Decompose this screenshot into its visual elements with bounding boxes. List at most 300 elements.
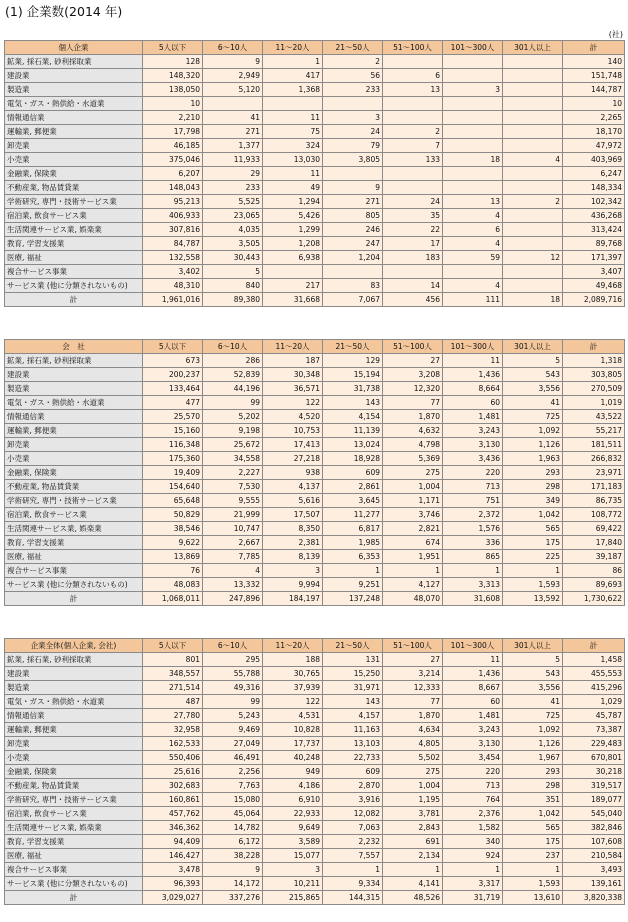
value-cell: 840 <box>203 279 263 293</box>
value-cell: 550,406 <box>143 751 203 765</box>
value-cell: 307,816 <box>143 223 203 237</box>
value-cell: 5,502 <box>383 751 443 765</box>
table-row <box>5 550 625 564</box>
value-cell: 1,870 <box>383 709 443 723</box>
value-cell <box>503 139 563 153</box>
value-cell: 340 <box>443 835 503 849</box>
value-cell: 86,735 <box>563 494 625 508</box>
value-cell: 15,194 <box>323 368 383 382</box>
table-row <box>5 265 625 279</box>
value-cell: 2,381 <box>263 536 323 550</box>
value-cell: 351 <box>503 793 563 807</box>
column-header: 11～20人 <box>263 639 323 653</box>
value-cell: 73,387 <box>563 723 625 737</box>
value-cell: 17,840 <box>563 536 625 550</box>
value-cell: 95,213 <box>143 195 203 209</box>
value-cell <box>323 167 383 181</box>
value-cell: 1,481 <box>443 410 503 424</box>
value-cell: 349 <box>503 494 563 508</box>
row-label: 金融業, 保険業 <box>5 765 143 779</box>
value-cell: 60 <box>443 695 503 709</box>
table-row <box>5 195 625 209</box>
value-cell: 75 <box>263 125 323 139</box>
value-cell: 15,160 <box>143 424 203 438</box>
value-cell: 131 <box>323 653 383 667</box>
value-cell: 271,514 <box>143 681 203 695</box>
row-label: 卸売業 <box>5 737 143 751</box>
value-cell: 1,294 <box>263 195 323 209</box>
value-cell: 108,772 <box>563 508 625 522</box>
value-cell: 233 <box>323 83 383 97</box>
value-cell: 4,141 <box>383 877 443 891</box>
total-cell: 247,896 <box>203 592 263 606</box>
value-cell: 4 <box>443 237 503 251</box>
value-cell: 1,870 <box>383 410 443 424</box>
column-header: 5人以下 <box>143 41 203 55</box>
value-cell: 1,593 <box>503 578 563 592</box>
value-cell: 1 <box>383 564 443 578</box>
value-cell: 6,938 <box>263 251 323 265</box>
value-cell: 237 <box>503 849 563 863</box>
total-cell: 337,276 <box>203 891 263 905</box>
value-cell: 37,939 <box>263 681 323 695</box>
table-row <box>5 835 625 849</box>
value-cell: 2,210 <box>143 111 203 125</box>
value-cell: 5,243 <box>203 709 263 723</box>
value-cell: 50,829 <box>143 508 203 522</box>
table-row <box>5 83 625 97</box>
table-row <box>5 396 625 410</box>
value-cell: 99 <box>203 396 263 410</box>
column-header: 101～300人 <box>443 639 503 653</box>
value-cell: 27,218 <box>263 452 323 466</box>
value-cell: 6,353 <box>323 550 383 564</box>
value-cell: 674 <box>383 536 443 550</box>
value-cell: 13,332 <box>203 578 263 592</box>
row-label: 宿泊業, 飲食サービス業 <box>5 807 143 821</box>
value-cell: 233 <box>203 181 263 195</box>
value-cell <box>443 97 503 111</box>
table-row <box>5 139 625 153</box>
value-cell <box>383 111 443 125</box>
column-header: 301人以上 <box>503 340 563 354</box>
total-cell: 184,197 <box>263 592 323 606</box>
value-cell: 25,570 <box>143 410 203 424</box>
value-cell: 13 <box>383 83 443 97</box>
value-cell: 59 <box>443 251 503 265</box>
table-row <box>5 779 625 793</box>
value-cell: 89,768 <box>563 237 625 251</box>
table-row <box>5 354 625 368</box>
value-cell: 133 <box>383 153 443 167</box>
value-cell: 15,250 <box>323 667 383 681</box>
value-cell: 3,589 <box>263 835 323 849</box>
value-cell: 96,393 <box>143 877 203 891</box>
value-cell <box>203 97 263 111</box>
value-cell <box>443 55 503 69</box>
row-label: 建設業 <box>5 69 143 83</box>
value-cell: 3 <box>323 111 383 125</box>
value-cell: 5,369 <box>383 452 443 466</box>
value-cell: 336 <box>443 536 503 550</box>
column-header: 21～50人 <box>323 41 383 55</box>
row-label: 電気・ガス・熱供給・水道業 <box>5 97 143 111</box>
value-cell: 175 <box>503 536 563 550</box>
row-label: 金融業, 保険業 <box>5 167 143 181</box>
value-cell: 7,557 <box>323 849 383 863</box>
value-cell: 1,195 <box>383 793 443 807</box>
value-cell: 1,004 <box>383 480 443 494</box>
value-cell: 286 <box>203 354 263 368</box>
value-cell: 10 <box>563 97 625 111</box>
value-cell: 17,413 <box>263 438 323 452</box>
value-cell: 545,040 <box>563 807 625 821</box>
total-cell: 1,730,622 <box>563 592 625 606</box>
value-cell: 247 <box>323 237 383 251</box>
value-cell: 609 <box>323 466 383 480</box>
value-cell: 143 <box>323 396 383 410</box>
value-cell: 18,170 <box>563 125 625 139</box>
value-cell: 3,645 <box>323 494 383 508</box>
table-row <box>5 382 625 396</box>
total-label: 計 <box>5 891 143 905</box>
row-label: 学術研究, 専門・技術サービス業 <box>5 494 143 508</box>
value-cell: 4 <box>443 209 503 223</box>
value-cell: 6 <box>383 69 443 83</box>
value-cell: 725 <box>503 709 563 723</box>
value-cell: 415,296 <box>563 681 625 695</box>
value-cell: 6,207 <box>143 167 203 181</box>
value-cell: 2,870 <box>323 779 383 793</box>
value-cell: 47,972 <box>563 139 625 153</box>
value-cell: 49 <box>263 181 323 195</box>
row-label: 学術研究, 専門・技術サービス業 <box>5 195 143 209</box>
value-cell: 12,333 <box>383 681 443 695</box>
value-cell: 30,765 <box>263 667 323 681</box>
table-companies <box>4 339 625 606</box>
row-label: 複合サービス事業 <box>5 863 143 877</box>
value-cell: 1,299 <box>263 223 323 237</box>
value-cell: 670,801 <box>563 751 625 765</box>
row-label: 製造業 <box>5 681 143 695</box>
value-cell: 2,861 <box>323 480 383 494</box>
table-row <box>5 863 625 877</box>
value-cell: 9,334 <box>323 877 383 891</box>
value-cell <box>443 69 503 83</box>
value-cell: 154,640 <box>143 480 203 494</box>
table-row <box>5 480 625 494</box>
value-cell: 4,520 <box>263 410 323 424</box>
value-cell: 2,265 <box>563 111 625 125</box>
value-cell: 3,214 <box>383 667 443 681</box>
value-cell: 673 <box>143 354 203 368</box>
value-cell: 55,788 <box>203 667 263 681</box>
total-cell: 89,380 <box>203 293 263 307</box>
value-cell: 189,077 <box>563 793 625 807</box>
table-row <box>5 508 625 522</box>
table-row <box>5 751 625 765</box>
value-cell: 46,491 <box>203 751 263 765</box>
value-cell: 2,821 <box>383 522 443 536</box>
value-cell: 24 <box>323 125 383 139</box>
value-cell: 3 <box>263 863 323 877</box>
value-cell: 122 <box>263 695 323 709</box>
value-cell <box>443 167 503 181</box>
value-cell: 27 <box>383 653 443 667</box>
value-cell <box>503 83 563 97</box>
table-row <box>5 807 625 821</box>
column-header: 51～100人 <box>383 41 443 55</box>
value-cell: 49,468 <box>563 279 625 293</box>
value-cell: 11,139 <box>323 424 383 438</box>
value-cell: 3 <box>443 83 503 97</box>
table-row <box>5 522 625 536</box>
column-header: 101～300人 <box>443 41 503 55</box>
value-cell: 14,172 <box>203 877 263 891</box>
total-cell: 2,089,716 <box>563 293 625 307</box>
page-title: (1) 企業数(2014 年) <box>5 4 123 19</box>
total-cell: 48,070 <box>383 592 443 606</box>
value-cell: 1,368 <box>263 83 323 97</box>
value-cell: 4,154 <box>323 410 383 424</box>
value-cell: 1,029 <box>563 695 625 709</box>
column-header: 計 <box>563 639 625 653</box>
row-label: 医療, 福祉 <box>5 550 143 564</box>
column-header: 51～100人 <box>383 639 443 653</box>
total-cell: 1,961,016 <box>143 293 203 307</box>
value-cell: 17,737 <box>263 737 323 751</box>
value-cell: 24 <box>383 195 443 209</box>
value-cell: 3,208 <box>383 368 443 382</box>
row-label: 製造業 <box>5 382 143 396</box>
section-header-company: 会 社 <box>5 340 143 354</box>
value-cell: 275 <box>383 466 443 480</box>
value-cell: 3,130 <box>443 438 503 452</box>
column-header: 11～20人 <box>263 41 323 55</box>
row-label: 運輸業, 郵便業 <box>5 424 143 438</box>
row-label: 生活関連サービス業, 娯楽業 <box>5 821 143 835</box>
value-cell: 84,787 <box>143 237 203 251</box>
value-cell: 11,277 <box>323 508 383 522</box>
row-label: 不動産業, 物品賃貸業 <box>5 480 143 494</box>
value-cell: 298 <box>503 779 563 793</box>
value-cell: 60 <box>443 396 503 410</box>
value-cell: 40,248 <box>263 751 323 765</box>
value-cell: 200,237 <box>143 368 203 382</box>
value-cell: 15,077 <box>263 849 323 863</box>
value-cell: 39,187 <box>563 550 625 564</box>
value-cell: 2,376 <box>443 807 503 821</box>
value-cell: 49,316 <box>203 681 263 695</box>
value-cell: 2 <box>383 125 443 139</box>
value-cell: 2,372 <box>443 508 503 522</box>
table-row <box>5 55 625 69</box>
row-label: 卸売業 <box>5 139 143 153</box>
value-cell: 15,080 <box>203 793 263 807</box>
table-row <box>5 438 625 452</box>
value-cell: 3,478 <box>143 863 203 877</box>
value-cell: 3 <box>263 564 323 578</box>
value-cell: 477 <box>143 396 203 410</box>
total-cell: 215,865 <box>263 891 323 905</box>
value-cell: 4,157 <box>323 709 383 723</box>
value-cell <box>443 181 503 195</box>
value-cell: 11,163 <box>323 723 383 737</box>
row-label: 医療, 福祉 <box>5 251 143 265</box>
value-cell: 5,202 <box>203 410 263 424</box>
value-cell: 3,436 <box>443 452 503 466</box>
value-cell: 133,464 <box>143 382 203 396</box>
value-cell: 9 <box>323 181 383 195</box>
value-cell: 2 <box>323 55 383 69</box>
value-cell: 764 <box>443 793 503 807</box>
value-cell: 1,985 <box>323 536 383 550</box>
value-cell: 565 <box>503 522 563 536</box>
value-cell: 30,218 <box>563 765 625 779</box>
value-cell: 162,533 <box>143 737 203 751</box>
value-cell: 3,556 <box>503 382 563 396</box>
value-cell: 34,558 <box>203 452 263 466</box>
value-cell: 1,092 <box>503 424 563 438</box>
value-cell: 27,049 <box>203 737 263 751</box>
value-cell: 9,994 <box>263 578 323 592</box>
value-cell: 9,198 <box>203 424 263 438</box>
table-row <box>5 709 625 723</box>
unit-label: (社) <box>608 30 623 39</box>
value-cell: 3,317 <box>443 877 503 891</box>
value-cell: 1,481 <box>443 709 503 723</box>
value-cell: 406,933 <box>143 209 203 223</box>
value-cell: 5 <box>503 653 563 667</box>
row-label: 生活関連サービス業, 娯楽業 <box>5 223 143 237</box>
value-cell: 11 <box>263 111 323 125</box>
table-row <box>5 111 625 125</box>
value-cell: 3,781 <box>383 807 443 821</box>
value-cell: 77 <box>383 695 443 709</box>
value-cell: 183 <box>383 251 443 265</box>
table-row <box>5 737 625 751</box>
value-cell: 924 <box>443 849 503 863</box>
total-cell: 31,608 <box>443 592 503 606</box>
value-cell: 6,172 <box>203 835 263 849</box>
value-cell: 4 <box>203 564 263 578</box>
row-label: 情報通信業 <box>5 709 143 723</box>
table-row <box>5 667 625 681</box>
value-cell: 1,436 <box>443 667 503 681</box>
column-header: 21～50人 <box>323 639 383 653</box>
value-cell: 25,616 <box>143 765 203 779</box>
value-cell: 229,483 <box>563 737 625 751</box>
value-cell: 3,805 <box>323 153 383 167</box>
value-cell: 2,227 <box>203 466 263 480</box>
value-cell: 21,999 <box>203 508 263 522</box>
table-row <box>5 223 625 237</box>
value-cell: 8,667 <box>443 681 503 695</box>
value-cell: 1,963 <box>503 452 563 466</box>
value-cell: 14,782 <box>203 821 263 835</box>
value-cell: 3,407 <box>563 265 625 279</box>
value-cell: 144,787 <box>563 83 625 97</box>
table-row <box>5 466 625 480</box>
table-row <box>5 424 625 438</box>
column-header: 21～50人 <box>323 340 383 354</box>
value-cell: 11 <box>443 653 503 667</box>
column-header: 301人以上 <box>503 639 563 653</box>
value-cell: 41 <box>503 396 563 410</box>
column-header: 101～300人 <box>443 340 503 354</box>
value-cell <box>503 55 563 69</box>
value-cell: 1,171 <box>383 494 443 508</box>
value-cell: 36,571 <box>263 382 323 396</box>
value-cell <box>503 97 563 111</box>
row-label: 小売業 <box>5 153 143 167</box>
total-cell: 13,610 <box>503 891 563 905</box>
value-cell: 713 <box>443 480 503 494</box>
value-cell: 217 <box>263 279 323 293</box>
value-cell: 5,616 <box>263 494 323 508</box>
column-header: 6～10人 <box>203 340 263 354</box>
value-cell <box>503 167 563 181</box>
value-cell: 23,065 <box>203 209 263 223</box>
value-cell: 13,030 <box>263 153 323 167</box>
value-cell: 146,427 <box>143 849 203 863</box>
value-cell: 1,042 <box>503 508 563 522</box>
value-cell: 6 <box>443 223 503 237</box>
total-cell: 456 <box>383 293 443 307</box>
column-header: 301人以上 <box>503 41 563 55</box>
value-cell: 4,127 <box>383 578 443 592</box>
value-cell: 3,556 <box>503 681 563 695</box>
value-cell: 17,798 <box>143 125 203 139</box>
value-cell: 43,522 <box>563 410 625 424</box>
value-cell: 9 <box>203 863 263 877</box>
value-cell: 5,120 <box>203 83 263 97</box>
value-cell: 713 <box>443 779 503 793</box>
value-cell: 691 <box>383 835 443 849</box>
row-label: 運輸業, 郵便業 <box>5 125 143 139</box>
value-cell: 138,050 <box>143 83 203 97</box>
header-row <box>5 639 625 653</box>
value-cell: 2 <box>503 195 563 209</box>
value-cell: 23,971 <box>563 466 625 480</box>
value-cell: 1,204 <box>323 251 383 265</box>
value-cell: 609 <box>323 765 383 779</box>
value-cell: 1 <box>443 564 503 578</box>
table-row <box>5 181 625 195</box>
value-cell: 9,649 <box>263 821 323 835</box>
row-label: 建設業 <box>5 368 143 382</box>
value-cell: 10,753 <box>263 424 323 438</box>
value-cell: 148,320 <box>143 69 203 83</box>
row-label: 学術研究, 専門・技術サービス業 <box>5 793 143 807</box>
value-cell: 3,243 <box>443 424 503 438</box>
row-label: 生活関連サービス業, 娯楽業 <box>5 522 143 536</box>
value-cell: 565 <box>503 821 563 835</box>
total-cell: 111 <box>443 293 503 307</box>
value-cell: 143 <box>323 695 383 709</box>
row-label: 教育, 学習支援業 <box>5 536 143 550</box>
column-header: 5人以下 <box>143 639 203 653</box>
value-cell: 31,971 <box>323 681 383 695</box>
value-cell: 148,043 <box>143 181 203 195</box>
value-cell <box>503 279 563 293</box>
total-row <box>5 293 625 307</box>
value-cell: 188 <box>263 653 323 667</box>
column-header: 6～10人 <box>203 639 263 653</box>
column-header: 6～10人 <box>203 41 263 55</box>
value-cell: 14 <box>383 279 443 293</box>
value-cell <box>263 265 323 279</box>
